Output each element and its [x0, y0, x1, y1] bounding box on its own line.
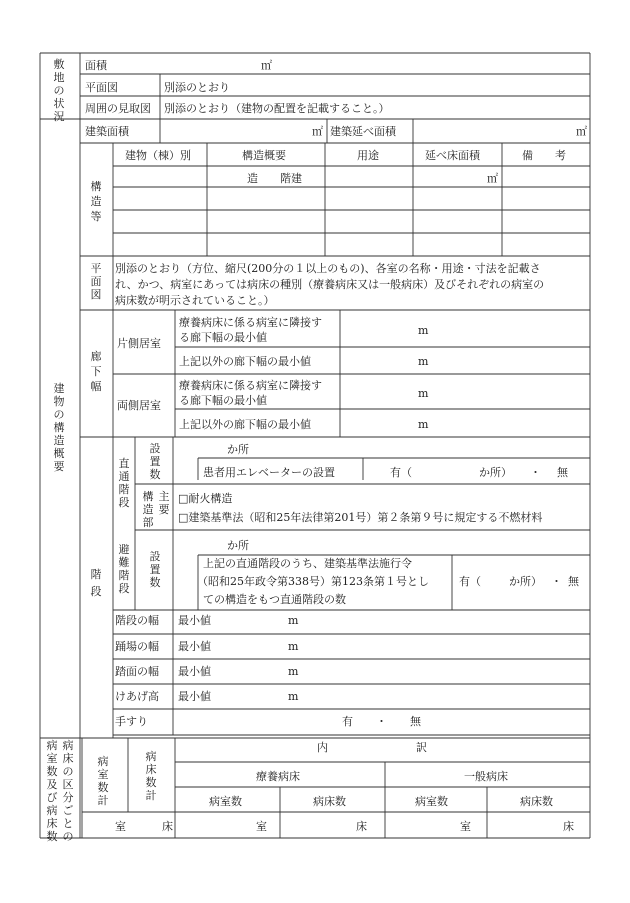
main-struct-a-char: 構: [142, 490, 154, 503]
total-floor-area-label: 建築延べ面積: [330, 125, 396, 138]
install-count-header: [148, 442, 162, 481]
kozo-header-char: 構: [90, 180, 102, 193]
beds-col2-char: 分: [62, 791, 74, 804]
one-side-other-unit: m: [418, 355, 429, 368]
room-total-char: 室: [97, 768, 109, 781]
direct-header-char: 通: [118, 470, 130, 483]
tread-width-unit: m: [288, 665, 299, 678]
beds-col1-char: 数: [46, 830, 58, 843]
direct-header-char: 直: [118, 457, 130, 470]
riser-height-unit: m: [288, 690, 299, 703]
elevator-label: 患者用エレベーターの設置: [203, 466, 335, 479]
stairs-header-char: 段: [90, 585, 102, 598]
stairs-header: [88, 568, 104, 602]
handrail-yes: 有: [342, 715, 353, 728]
corridor-width-header: [88, 350, 104, 395]
handrail-dot: ・: [376, 715, 387, 728]
evac-no: 無: [568, 575, 579, 588]
structure-header-char: 造: [53, 434, 65, 447]
bed-total-char: 病: [145, 750, 157, 763]
beds-header-col2: [61, 739, 75, 843]
ryoyo-beds-col: 病床数: [313, 795, 346, 808]
evac-dot: ・: [551, 575, 562, 588]
structure-header-char: 概: [53, 447, 65, 460]
one-side-other-label: 上記以外の廊下幅の最小値: [179, 355, 311, 368]
floor-plan-note-line3: 病床数が明示されていること。）: [115, 294, 275, 307]
one-side-ryoyo-label-1: 療養病床に係る病室に隣接す: [179, 316, 322, 329]
ryoyo-beds-unit: 床: [356, 820, 367, 833]
elevator-yes-count: か所）: [479, 466, 512, 479]
floor-plan-value: 別添のとおり: [164, 81, 230, 94]
two-side-ryoyo-label-2: る廊下幅の最小値: [179, 394, 267, 407]
corridor-header-char: 下: [90, 365, 102, 378]
handrail-no: 無: [410, 715, 421, 728]
main-struct-a-char: 部: [142, 516, 154, 529]
heimen-header-char: 図: [90, 288, 102, 301]
riser-height-label: けあげ高: [115, 690, 159, 703]
elevator-no: 無: [557, 466, 568, 479]
corridor-header-char: 廊: [90, 350, 102, 363]
room-total-char: 病: [97, 755, 109, 768]
heimen-header-char: 平: [90, 262, 102, 275]
elevator-dot: ・: [530, 466, 541, 479]
total-beds-unit: 床: [162, 820, 173, 833]
breakdown-label: 内 訳: [317, 741, 427, 754]
stairs-header-char: 階: [90, 568, 102, 581]
col-use: 用途: [357, 149, 379, 162]
main-struct-b-char: 要: [158, 503, 170, 516]
count-header-char: 設: [149, 442, 161, 455]
beds-col2-char: 床: [62, 752, 74, 765]
beds-col2-char: と: [62, 817, 74, 830]
site-header-char: 地: [53, 71, 65, 84]
evac-count-unit: か所: [227, 539, 249, 552]
main-structure-header-b: [157, 490, 171, 516]
evac-count-header-char: 置: [149, 563, 161, 576]
corridor-header-char: 幅: [90, 380, 102, 393]
kozo-header-char: 造: [90, 195, 102, 208]
stair-width-label: 階段の幅: [115, 614, 159, 627]
evac-count-header-char: 設: [149, 550, 161, 563]
one-side-rooms-label: 片側居室: [117, 337, 161, 350]
evac-desc-line1: 上記の直通階段のうち、建築基準法施行令: [203, 557, 412, 570]
room-total-char: 計: [97, 794, 109, 807]
direct-stairs-header: [117, 457, 131, 509]
evac-header-char: 難: [118, 556, 130, 569]
evac-desc-line3: ての構造をもつ直通階段の数: [203, 593, 346, 606]
kozo-header-char: 等: [90, 210, 102, 223]
structure-header-char: 建: [53, 382, 65, 395]
one-side-ryoyo-unit: m: [418, 324, 429, 337]
evacuation-stairs-header: [117, 543, 131, 595]
two-side-ryoyo-label-1: 療養病床に係る病室に隣接す: [179, 379, 322, 392]
beds-col1-char: 病: [46, 804, 58, 817]
landing-width-unit: m: [288, 640, 299, 653]
floor-plan-note-line2: れ、かつ、病室にあっては病床の種別（療養病床又は一般病床）及びそれぞれの病室の: [115, 278, 545, 291]
direct-header-char: 段: [118, 496, 130, 509]
bed-total-char: 床: [145, 763, 157, 776]
area-unit: ㎡: [261, 59, 272, 72]
surroundings-map-label: 周囲の見取図: [85, 102, 151, 115]
two-side-rooms-label: 両側居室: [117, 399, 161, 412]
direct-header-char: 階: [118, 483, 130, 496]
structure-header-char: 要: [53, 460, 65, 473]
floor-plan-header: [88, 262, 104, 301]
structure-header-char: 物: [53, 395, 65, 408]
evac-yes-count: か所）: [509, 575, 542, 588]
general-beds-label: 一般病床: [464, 770, 508, 783]
room-count-total-header: [96, 755, 110, 807]
floor-plan-note-line1: 別添のとおり（方位、縮尺(200分の１以上のもの)、各室の名称・用途・寸法を記載さ: [115, 262, 541, 275]
ryoyo-beds-label: 療養病床: [256, 770, 300, 783]
one-side-ryoyo-label-2: る廊下幅の最小値: [179, 331, 267, 344]
beds-header-col1: [45, 739, 59, 843]
tread-width-min: 最小値: [178, 665, 211, 678]
total-floor-area-unit: ㎡: [576, 125, 587, 138]
evac-yes-open: 有（: [459, 575, 481, 588]
two-side-ryoyo-unit: m: [418, 387, 429, 400]
two-side-other-label: 上記以外の廊下幅の最小値: [179, 418, 311, 431]
ryoyo-rooms-unit: 室: [256, 820, 267, 833]
beds-col1-char: 室: [46, 752, 58, 765]
heimen-header-char: 面: [90, 275, 102, 288]
evac-header-char: 階: [118, 569, 130, 582]
main-struct-a-char: 造: [142, 503, 154, 516]
col-remarks: 備 考: [522, 149, 566, 162]
bed-total-char: 計: [145, 789, 157, 802]
general-rooms-unit: 室: [460, 820, 471, 833]
landing-width-label: 踊場の幅: [115, 640, 159, 653]
site-header-char: の: [53, 84, 65, 97]
noncombustible-line: □建築基準法（昭和25年法律第201号）第２条第９号に規定する不燃材料: [178, 511, 543, 524]
count-header-char: 置: [149, 455, 161, 468]
main-structure-header-a: [141, 490, 155, 529]
direct-count-unit: か所: [227, 443, 249, 456]
main-struct-b-char: 主: [158, 490, 170, 503]
structure-header-char: 構: [53, 421, 65, 434]
evac-header-char: 避: [118, 543, 130, 556]
general-beds-col: 病床数: [520, 795, 553, 808]
surroundings-map-value: 別添のとおり（建物の配置を記載すること。）: [164, 102, 390, 115]
count-header-char: 数: [149, 468, 161, 481]
structure-header-char: の: [53, 408, 65, 421]
bed-count-total-header: [144, 750, 158, 802]
row1-structure-value: 造 階建: [247, 172, 302, 185]
beds-col2-char: 病: [62, 739, 74, 752]
ryoyo-rooms-col: 病室数: [209, 795, 242, 808]
site-header-char: 状: [53, 97, 65, 110]
tread-width-label: 踏面の幅: [115, 665, 159, 678]
beds-col1-char: 病: [46, 739, 58, 752]
stair-width-min: 最小値: [178, 614, 211, 627]
site-header-char: 敷: [53, 58, 65, 71]
two-side-other-unit: m: [418, 418, 429, 431]
beds-col2-char: の: [62, 830, 74, 843]
structure-etc-header: [88, 180, 104, 225]
beds-col2-char: ご: [62, 804, 74, 817]
evac-header-char: 段: [118, 582, 130, 595]
floor-plan-label: 平面図: [85, 81, 118, 94]
beds-col1-char: 床: [46, 817, 58, 830]
general-beds-unit: 床: [563, 820, 574, 833]
site-status-header: [50, 58, 68, 123]
site-header-char: 況: [53, 110, 65, 123]
fireproof-line: □耐火構造: [178, 492, 233, 505]
evac-install-count-header: [148, 550, 162, 589]
stair-width-unit: m: [288, 614, 299, 627]
evac-desc-line2: （昭和25年政令第338号）第123条第１号とし: [197, 575, 429, 588]
beds-col1-char: び: [46, 791, 58, 804]
beds-col2-char: 区: [62, 778, 74, 791]
evac-count-header-char: 数: [149, 576, 161, 589]
building-structure-header: [50, 382, 68, 473]
building-area-label: 建築面積: [85, 125, 129, 138]
beds-col2-char: の: [62, 765, 74, 778]
riser-height-min: 最小値: [178, 690, 211, 703]
building-area-unit: ㎡: [312, 125, 323, 138]
bed-total-char: 数: [145, 776, 157, 789]
elevator-yes-open: 有（: [390, 466, 412, 479]
area-label: 面積: [85, 59, 107, 72]
beds-col1-char: 及: [46, 778, 58, 791]
col-building: 建物（棟）別: [125, 149, 191, 162]
general-rooms-col: 病室数: [415, 795, 448, 808]
col-structure: 構造概要: [242, 149, 286, 162]
col-floor-area: 延べ床面積: [425, 149, 480, 162]
row1-floor-area-unit: ㎡: [487, 172, 498, 185]
total-rooms-unit: 室: [115, 820, 126, 833]
handrail-label: 手すり: [115, 715, 148, 728]
landing-width-min: 最小値: [178, 640, 211, 653]
beds-col1-char: 数: [46, 765, 58, 778]
room-total-char: 数: [97, 781, 109, 794]
